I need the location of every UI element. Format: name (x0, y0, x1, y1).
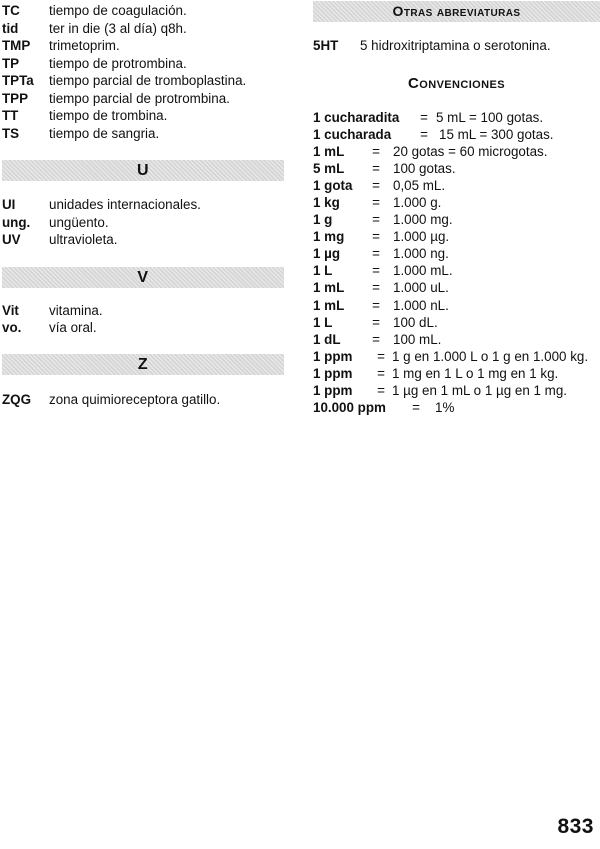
equals-sign: = (372, 297, 380, 313)
entry-meaning: ungüento. (49, 214, 109, 230)
conversion-row (313, 211, 600, 228)
entry-row (2, 319, 284, 337)
u-entries-list (2, 196, 284, 249)
entry-row (2, 90, 284, 108)
entry-abbreviation: 5HT (313, 38, 339, 53)
equals-sign: = (372, 246, 380, 262)
entry-row (2, 107, 284, 125)
conversion-equivalent: 100 mL. (393, 331, 442, 347)
conversion-row (313, 109, 600, 126)
conversion-equivalent: 1 µg en 1 mL o 1 µg en 1 mg. (392, 383, 567, 398)
conversion-row (313, 160, 600, 177)
entry-meaning: tiempo de sangria. (49, 125, 160, 141)
conversion-equivalent: 0,05 mL. (393, 177, 446, 193)
t-entries-list (2, 2, 284, 142)
entry-abbreviation: TS (2, 125, 20, 141)
entry-abbreviation: TT (2, 108, 19, 123)
entry-row (2, 214, 284, 232)
equals-sign: = (372, 212, 380, 228)
conversion-row (313, 245, 600, 262)
equals-sign: = (377, 365, 385, 381)
entry-abbreviation: Vit (2, 302, 19, 318)
entry-meaning: ter in die (3 al día) q8h. (49, 20, 187, 36)
entry-abbreviation: TC (2, 3, 20, 18)
conversion-quantity: 1 ppm (313, 348, 353, 364)
equals-sign: = (372, 280, 380, 296)
entry-abbreviation: TP (2, 55, 20, 71)
entry-row (2, 37, 284, 55)
entry-meaning: tiempo parcial de tromboplastina. (49, 73, 247, 88)
equals-sign: = (372, 160, 380, 176)
conversion-equivalent: 1.000 ng. (393, 246, 449, 262)
entry-row (2, 55, 284, 73)
equals-sign: = (372, 314, 380, 330)
conversion-equivalent: 1.000 mL. (393, 263, 453, 279)
section-letter-u: U (136, 162, 150, 179)
conversion-row (313, 297, 600, 314)
conversion-quantity: 1 dL (313, 331, 341, 347)
entry-meaning: zona quimioreceptora gatillo. (49, 391, 221, 407)
right-column (313, 0, 600, 416)
conversion-equivalent: 1.000 uL. (393, 280, 449, 296)
entry-abbreviation: ZQG (2, 391, 32, 407)
section-letter-z: Z (137, 355, 149, 373)
conversion-equivalent: 1.000 mg. (393, 212, 453, 228)
conversion-quantity: 1 gota (313, 177, 353, 193)
entry-row (2, 302, 284, 320)
conversion-quantity: 1 ppm (313, 383, 353, 398)
left-column (2, 0, 284, 408)
conversion-quantity: 1 µg (313, 246, 341, 262)
entry-row (2, 391, 284, 409)
otras-title: Otras abreviaturas (392, 3, 521, 19)
conversion-quantity: 1 g (313, 212, 333, 228)
conversion-row (313, 399, 600, 416)
entry-meaning: tiempo de protrombina. (49, 55, 187, 71)
section-header-v (2, 267, 284, 288)
section-header-u (2, 160, 284, 181)
equals-sign: = (377, 383, 385, 398)
conversion-quantity: 5 mL (313, 160, 345, 176)
equals-sign: = (372, 194, 380, 210)
conversion-row (313, 143, 600, 160)
conversion-equivalent: 15 mL = 300 gotas. (439, 126, 554, 142)
entry-meaning: vía oral. (49, 320, 97, 335)
conversion-row (313, 331, 600, 348)
conversion-equivalent: 20 gotas = 60 microgotas. (393, 143, 548, 159)
section-letter-v: V (137, 268, 149, 286)
conversion-row (313, 382, 600, 399)
entry-abbreviation: vo. (2, 320, 22, 335)
entry-meaning: unidades internacionales. (49, 197, 201, 212)
entry-meaning: tiempo parcial de protrombina. (49, 90, 230, 106)
entry-row (2, 72, 284, 90)
section-header-z (2, 354, 284, 375)
equals-sign: = (377, 348, 385, 364)
entry-meaning: ultravioleta. (49, 232, 118, 247)
conversion-row (313, 314, 600, 331)
entry-abbreviation: TMP (2, 38, 31, 53)
entry-meaning: trimetoprim. (49, 38, 120, 53)
conversion-quantity: 1 L (313, 263, 333, 279)
equals-sign: = (420, 109, 428, 125)
section-header-otras (313, 1, 600, 22)
otras-entries-list (313, 37, 600, 55)
conversion-equivalent: 1.000 g. (393, 194, 442, 210)
conversion-equivalent: 1 g en 1.000 L o 1 g en 1.000 kg. (392, 348, 589, 364)
entry-row (2, 196, 284, 214)
conversion-row (313, 194, 600, 211)
page-number: 833 (557, 815, 594, 838)
conversion-equivalent: 1% (435, 400, 455, 416)
conversion-row (313, 348, 600, 365)
entry-meaning: tiempo de trombina. (49, 108, 168, 123)
equals-sign: = (412, 400, 420, 416)
entry-row (2, 2, 284, 20)
conversion-equivalent: 1 mg en 1 L o 1 mg en 1 kg. (392, 365, 559, 381)
equals-sign: = (420, 126, 428, 142)
entry-abbreviation: TPP (2, 90, 29, 106)
conversion-quantity: 1 L (313, 314, 333, 330)
conversion-quantity: 1 ppm (313, 365, 353, 381)
entry-abbreviation: TPTa (2, 73, 34, 88)
entry-meaning: vitamina. (49, 302, 103, 318)
z-entries-list (2, 391, 284, 409)
entry-row (2, 231, 284, 249)
equals-sign: = (372, 143, 380, 159)
entry-row (2, 125, 284, 143)
entry-abbreviation: UV (2, 232, 21, 247)
equals-sign: = (372, 229, 380, 245)
conversion-row (313, 365, 600, 382)
convenciones-title: Convenciones (408, 74, 505, 92)
convenciones-list (313, 109, 600, 417)
conversion-equivalent: 100 dL. (393, 314, 438, 330)
conversion-quantity: 1 cucharada (313, 126, 392, 142)
equals-sign: = (372, 177, 380, 193)
entry-row (313, 37, 600, 55)
conversion-quantity: 1 mg (313, 229, 345, 245)
conversion-quantity: 1 mL (313, 143, 345, 159)
v-entries-list (2, 302, 284, 337)
conversion-quantity: 1 kg (313, 194, 340, 210)
conversion-equivalent: 100 gotas. (393, 160, 456, 176)
entry-abbreviation: tid (2, 20, 19, 36)
conversion-equivalent: 1.000 nL. (393, 297, 449, 313)
conversion-row (313, 126, 600, 143)
entry-abbreviation: UI (2, 197, 16, 212)
conversion-quantity: 1 mL (313, 280, 345, 296)
entry-row (2, 20, 284, 38)
equals-sign: = (372, 331, 380, 347)
entry-abbreviation: ung. (2, 214, 31, 230)
conversion-equivalent: 1.000 µg. (393, 229, 450, 245)
conversion-quantity: 1 cucharadita (313, 109, 400, 125)
conversion-quantity: 1 mL (313, 297, 345, 313)
conversion-quantity: 10.000 ppm (313, 400, 386, 416)
conversion-equivalent: 5 mL = 100 gotas. (436, 109, 544, 125)
conversion-row (313, 262, 600, 279)
conversion-row (313, 228, 600, 245)
equals-sign: = (372, 263, 380, 279)
conversion-row (313, 279, 600, 296)
conversion-row (313, 177, 600, 194)
entry-meaning: 5 hidroxitriptamina o serotonina. (360, 38, 551, 53)
entry-meaning: tiempo de coagulación. (49, 3, 187, 18)
